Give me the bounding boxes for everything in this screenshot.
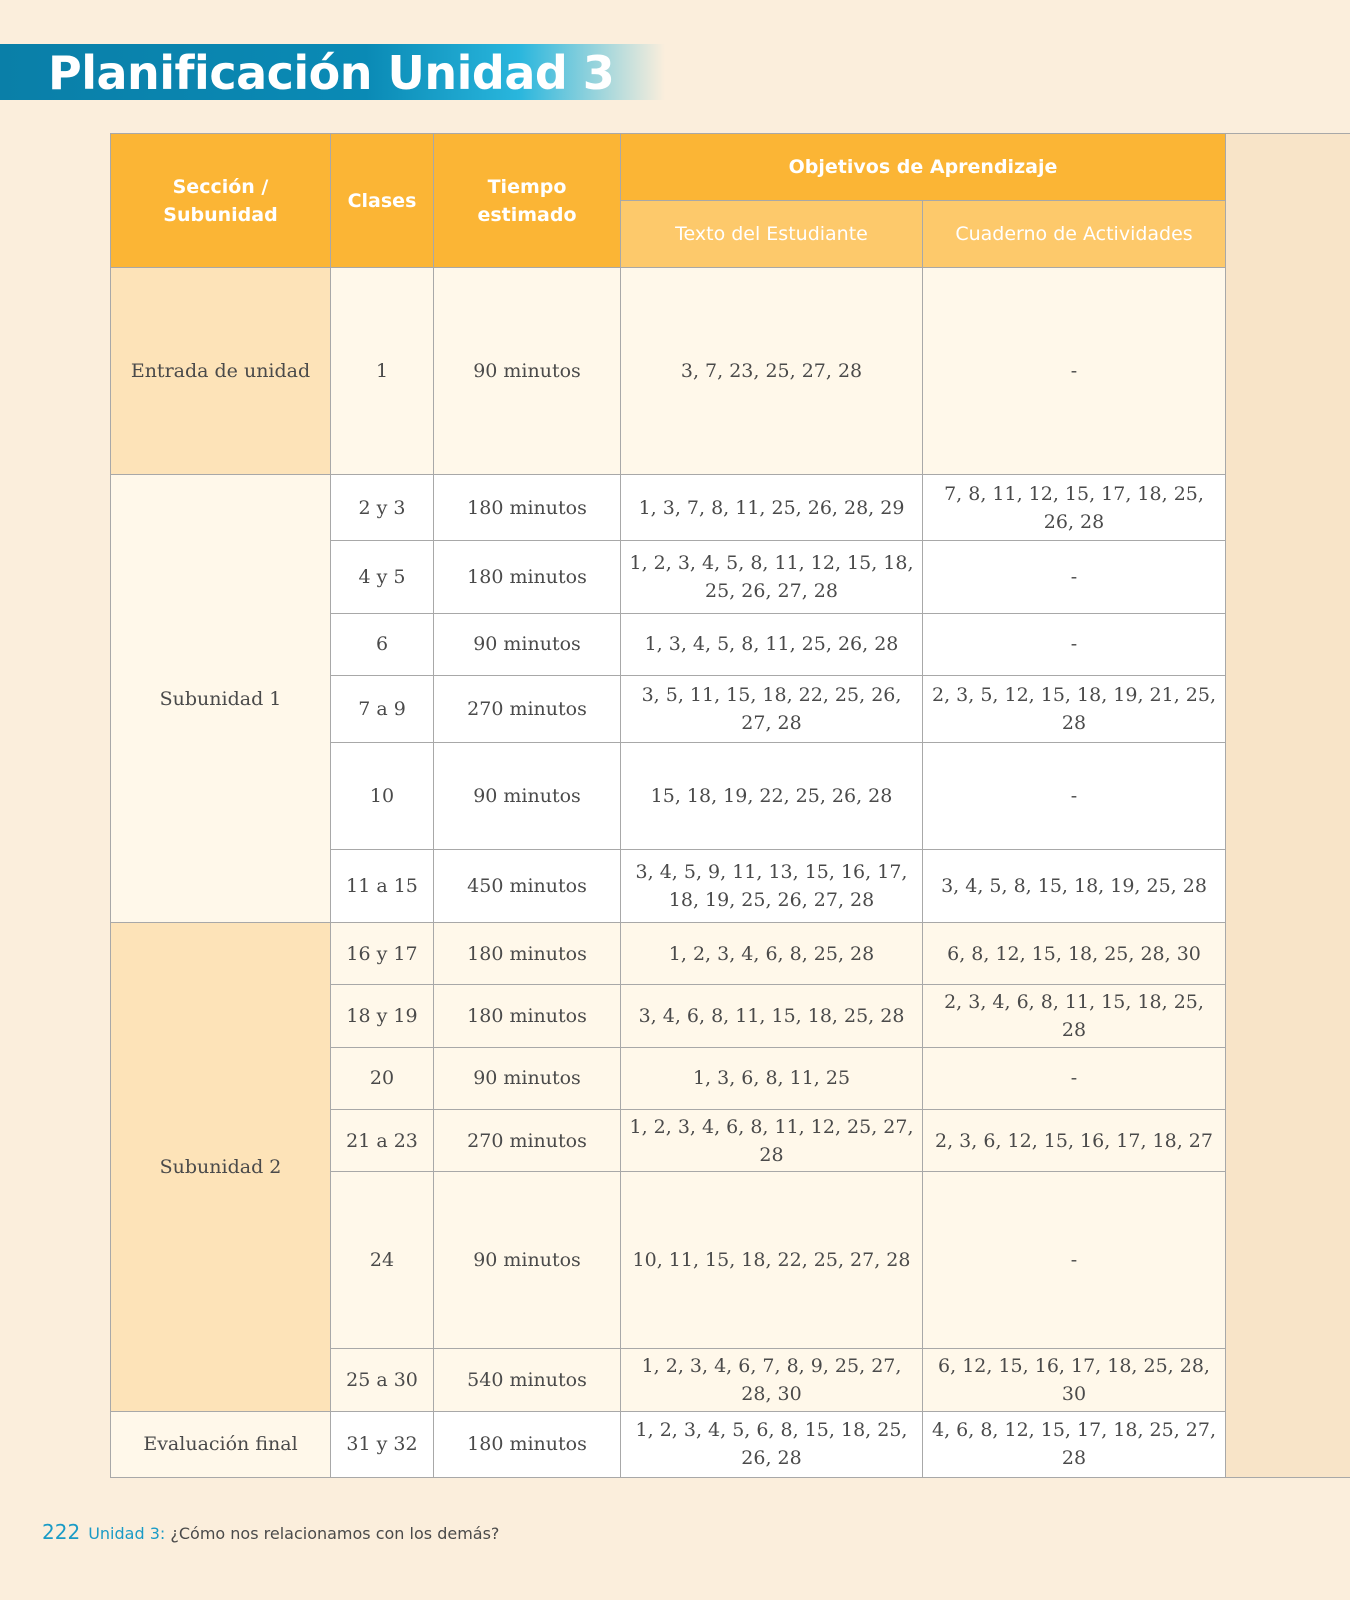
cell-cuaderno: 4, 6, 8, 12, 15, 17, 18, 25, 27, 28 [923, 1411, 1226, 1477]
table-row [111, 268, 1226, 475]
cell-tiempo: 90 minutos [434, 613, 621, 675]
cell-texto: 3, 5, 11, 15, 18, 22, 25, 26, 27, 28 [621, 675, 923, 742]
cell-cuaderno: - [923, 541, 1226, 613]
cell-cuaderno: - [923, 613, 1226, 675]
cell-tiempo: 180 minutos [434, 541, 621, 613]
cell-clases: 31 y 32 [331, 1411, 434, 1477]
cell-cuaderno: - [923, 268, 1226, 475]
table-row [111, 475, 1226, 541]
cell-tiempo: 180 minutos [434, 475, 621, 541]
cell-texto: 1, 3, 7, 8, 11, 25, 26, 28, 29 [621, 475, 923, 541]
cell-texto: 3, 4, 5, 9, 11, 13, 15, 16, 17, 18, 19, 25, 26, 27, 28 [621, 849, 923, 922]
header-objetivos: Objetivos de Aprendizaje [621, 134, 1226, 201]
cell-cuaderno: 7, 8, 11, 12, 15, 17, 18, 25, 26, 28 [923, 475, 1226, 541]
cell-clases: 1 [331, 268, 434, 475]
cell-clases: 10 [331, 743, 434, 850]
cell-texto: 3, 4, 6, 8, 11, 15, 18, 25, 28 [621, 985, 923, 1047]
cell-cuaderno: 6, 12, 15, 16, 17, 18, 25, 28, 30 [923, 1349, 1226, 1411]
header-texto: Texto del Estudiante [621, 201, 923, 268]
cell-tiempo: 540 minutos [434, 1349, 621, 1411]
section-label: Evaluación final [111, 1411, 331, 1477]
cell-clases: 18 y 19 [331, 985, 434, 1047]
cell-clases: 6 [331, 613, 434, 675]
cell-tiempo: 90 minutos [434, 1047, 621, 1109]
cell-cuaderno: - [923, 1047, 1226, 1109]
cell-texto: 1, 3, 6, 8, 11, 25 [621, 1047, 923, 1109]
header-cuaderno: Cuaderno de Actividades [923, 201, 1226, 268]
right-margin-strip [1225, 133, 1350, 1478]
cell-tiempo: 450 minutos [434, 849, 621, 922]
footer-subtitle: ¿Cómo nos relacionamos con los demás? [170, 1524, 500, 1543]
section-label: Subunidad 1 [111, 475, 331, 923]
page-footer [42, 1520, 499, 1544]
cell-texto: 3, 7, 23, 25, 27, 28 [621, 268, 923, 475]
planning-table [110, 133, 1226, 1478]
cell-tiempo: 270 minutos [434, 675, 621, 742]
cell-clases: 25 a 30 [331, 1349, 434, 1411]
cell-tiempo: 90 minutos [434, 1172, 621, 1349]
cell-tiempo: 270 minutos [434, 1110, 621, 1172]
page-title: Planificación Unidad 3 [48, 46, 615, 100]
cell-clases: 4 y 5 [331, 541, 434, 613]
cell-tiempo: 180 minutos [434, 985, 621, 1047]
cell-cuaderno: 2, 3, 5, 12, 15, 18, 19, 21, 25, 28 [923, 675, 1226, 742]
cell-cuaderno: - [923, 743, 1226, 850]
table-row [111, 923, 1226, 985]
page-number: 222 [42, 1520, 81, 1544]
header-clases: Clases [331, 134, 434, 268]
cell-clases: 7 a 9 [331, 675, 434, 742]
cell-texto: 1, 2, 3, 4, 6, 8, 11, 12, 25, 27, 28 [621, 1110, 923, 1172]
cell-cuaderno: 2, 3, 6, 12, 15, 16, 17, 18, 27 [923, 1110, 1226, 1172]
cell-texto: 1, 2, 3, 4, 6, 7, 8, 9, 25, 27, 28, 30 [621, 1349, 923, 1411]
cell-clases: 20 [331, 1047, 434, 1109]
cell-tiempo: 90 minutos [434, 743, 621, 850]
cell-cuaderno: - [923, 1172, 1226, 1349]
cell-texto: 1, 2, 3, 4, 5, 6, 8, 15, 18, 25, 26, 28 [621, 1411, 923, 1477]
cell-tiempo: 180 minutos [434, 1411, 621, 1477]
cell-texto: 1, 2, 3, 4, 6, 8, 25, 28 [621, 923, 923, 985]
header-seccion: Sección / Subunidad [111, 134, 331, 268]
cell-cuaderno: 6, 8, 12, 15, 18, 25, 28, 30 [923, 923, 1226, 985]
cell-clases: 11 a 15 [331, 849, 434, 922]
cell-clases: 21 a 23 [331, 1110, 434, 1172]
cell-texto: 10, 11, 15, 18, 22, 25, 27, 28 [621, 1172, 923, 1349]
cell-tiempo: 180 minutos [434, 923, 621, 985]
cell-texto: 15, 18, 19, 22, 25, 26, 28 [621, 743, 923, 850]
header-tiempo: Tiempo estimado [434, 134, 621, 268]
section-label: Entrada de unidad [111, 268, 331, 475]
table-row [111, 1411, 1226, 1477]
cell-cuaderno: 3, 4, 5, 8, 15, 18, 19, 25, 28 [923, 849, 1226, 922]
cell-tiempo: 90 minutos [434, 268, 621, 475]
cell-clases: 24 [331, 1172, 434, 1349]
section-label: Subunidad 2 [111, 923, 331, 1411]
cell-cuaderno: 2, 3, 4, 6, 8, 11, 15, 18, 25, 28 [923, 985, 1226, 1047]
footer-unit-label: Unidad 3: [88, 1524, 166, 1543]
cell-texto: 1, 2, 3, 4, 5, 8, 11, 12, 15, 18, 25, 26, 27, 28 [621, 541, 923, 613]
cell-clases: 16 y 17 [331, 923, 434, 985]
cell-clases: 2 y 3 [331, 475, 434, 541]
cell-texto: 1, 3, 4, 5, 8, 11, 25, 26, 28 [621, 613, 923, 675]
